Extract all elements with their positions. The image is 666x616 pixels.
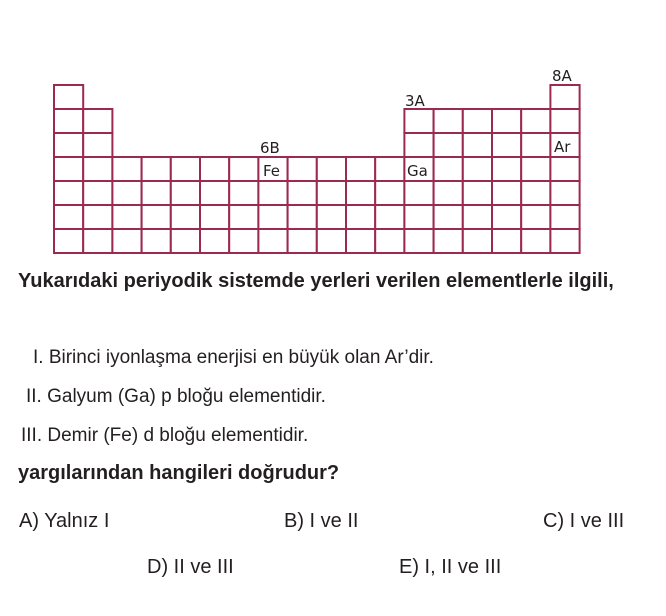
table-cell <box>346 181 375 205</box>
table-cell <box>112 181 141 205</box>
table-cell <box>54 181 83 205</box>
table-cell <box>171 157 200 181</box>
table-cell <box>492 133 521 157</box>
table-cell <box>463 205 492 229</box>
table-cell <box>171 229 200 253</box>
table-cell <box>54 157 83 181</box>
table-cell <box>83 157 112 181</box>
table-cell <box>404 205 433 229</box>
table-cell <box>492 229 521 253</box>
table-cell <box>550 157 579 181</box>
group-label-6b: 6B <box>260 139 280 157</box>
table-cell <box>346 229 375 253</box>
option-a[interactable]: A) Yalnız I <box>19 510 110 532</box>
table-cell <box>404 229 433 253</box>
table-cell <box>492 109 521 133</box>
table-cell <box>288 205 317 229</box>
table-cell <box>54 109 83 133</box>
table-cell <box>375 157 404 181</box>
table-cell <box>54 229 83 253</box>
statement-3: III. Demir (Fe) d bloğu elementidir. <box>21 425 309 446</box>
table-cell <box>404 109 433 133</box>
table-cell <box>288 181 317 205</box>
table-cell <box>83 133 112 157</box>
statement-1: I. Birinci iyonlaşma enerjisi en büyük olan Ar’dir. <box>33 347 434 368</box>
table-cell <box>375 229 404 253</box>
table-cell <box>375 181 404 205</box>
table-cell <box>83 205 112 229</box>
group-label-8a: 8A <box>552 67 572 85</box>
table-cell <box>54 205 83 229</box>
question-prompt: yargılarından hangileri doğrudur? <box>18 462 340 484</box>
table-cell <box>521 205 550 229</box>
table-cell <box>112 229 141 253</box>
table-cell <box>404 181 433 205</box>
table-cell <box>317 157 346 181</box>
table-cell <box>258 205 287 229</box>
table-cell <box>83 109 112 133</box>
table-cell <box>200 157 229 181</box>
element-fe: Fe <box>263 162 281 180</box>
table-cell <box>434 229 463 253</box>
table-cell <box>463 157 492 181</box>
periodic-table <box>0 0 666 260</box>
table-cell <box>550 181 579 205</box>
table-cell <box>142 181 171 205</box>
element-ar: Ar <box>554 138 571 156</box>
table-cell <box>229 229 258 253</box>
table-cell <box>404 133 433 157</box>
table-cell <box>317 181 346 205</box>
table-cell <box>346 205 375 229</box>
table-cell <box>288 157 317 181</box>
option-d[interactable]: D) II ve III <box>147 556 234 578</box>
table-cell <box>112 157 141 181</box>
option-c[interactable]: C) I ve III <box>543 510 625 532</box>
table-cell <box>200 229 229 253</box>
table-cell <box>434 109 463 133</box>
table-cell <box>346 157 375 181</box>
table-cell <box>434 205 463 229</box>
table-cell <box>54 85 83 109</box>
element-ga: Ga <box>407 162 428 180</box>
table-cell <box>521 133 550 157</box>
option-e[interactable]: E) I, II ve III <box>399 556 502 578</box>
question-stem: Yukarıdaki periyodik sistemde yerleri verilen elementlerle ilgili, <box>18 270 614 292</box>
table-cell <box>463 109 492 133</box>
table-cell <box>463 229 492 253</box>
table-cell <box>288 229 317 253</box>
table-cell <box>521 181 550 205</box>
table-cell <box>112 205 141 229</box>
table-cell <box>521 229 550 253</box>
statement-2: II. Galyum (Ga) p bloğu elementidir. <box>26 386 326 407</box>
group-label-3a: 3A <box>405 92 425 110</box>
table-cell <box>521 157 550 181</box>
table-cell <box>142 205 171 229</box>
table-cell <box>463 181 492 205</box>
table-cell <box>142 157 171 181</box>
table-cell <box>463 133 492 157</box>
table-cell <box>83 229 112 253</box>
table-cell <box>171 181 200 205</box>
table-cell <box>229 181 258 205</box>
table-cell <box>229 205 258 229</box>
table-cell <box>317 205 346 229</box>
table-cell <box>492 205 521 229</box>
table-cell <box>492 157 521 181</box>
table-cell <box>54 133 83 157</box>
table-cell <box>550 109 579 133</box>
table-cell <box>434 181 463 205</box>
table-cell <box>521 109 550 133</box>
periodic-table-cells <box>54 85 580 253</box>
table-cell <box>200 205 229 229</box>
table-cell <box>171 205 200 229</box>
table-cell <box>258 181 287 205</box>
table-cell <box>200 181 229 205</box>
table-cell <box>550 229 579 253</box>
table-cell <box>258 229 287 253</box>
option-b[interactable]: B) I ve II <box>284 510 359 532</box>
table-cell <box>550 85 579 109</box>
table-cell <box>317 229 346 253</box>
table-cell <box>229 157 258 181</box>
table-cell <box>375 205 404 229</box>
table-cell <box>492 181 521 205</box>
table-cell <box>142 229 171 253</box>
table-cell <box>83 181 112 205</box>
table-cell <box>434 157 463 181</box>
table-cell <box>434 133 463 157</box>
table-cell <box>550 205 579 229</box>
